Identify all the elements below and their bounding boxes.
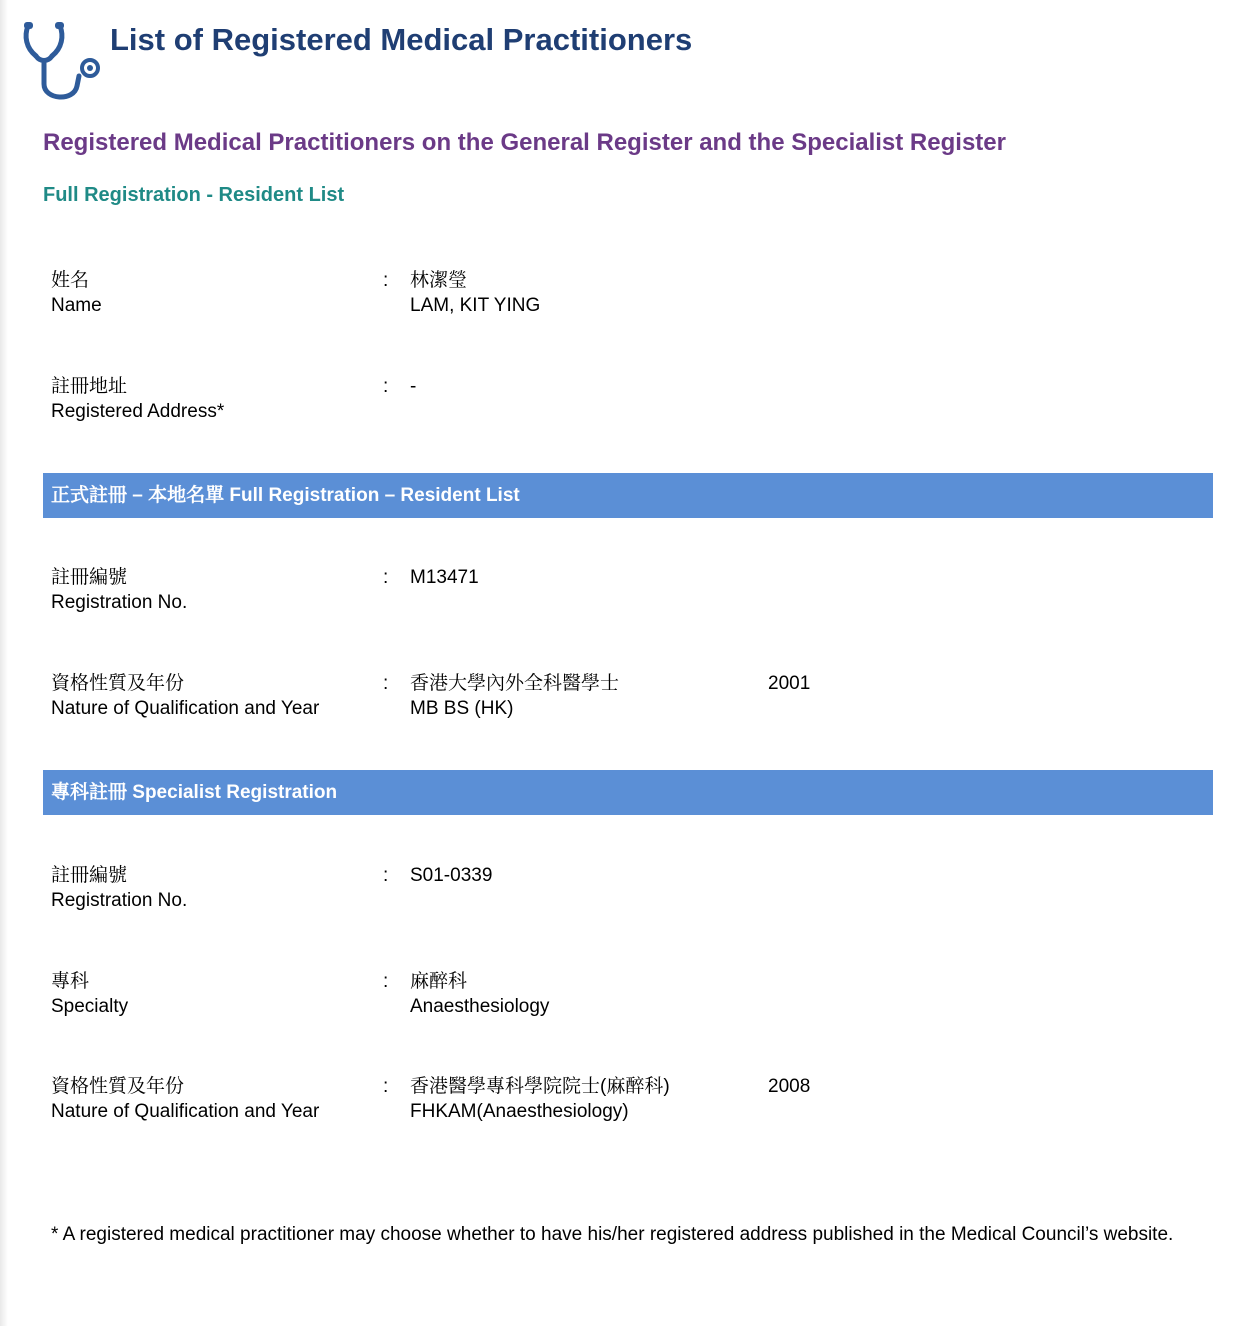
specialist-reg-no-row (51, 863, 1211, 919)
name-value: 林潔瑩 LAM, KIT YING (410, 270, 541, 316)
qualification-year: 2001 (768, 673, 811, 694)
full-reg-no-row (51, 565, 1211, 621)
reg-no-value: S01-0339 (410, 865, 493, 886)
qualification-year: 2008 (768, 1076, 811, 1097)
separator: : (383, 971, 389, 992)
separator: : (383, 376, 389, 397)
list-name: Full Registration - Resident List (43, 184, 345, 206)
qualification-label: 資格性質及年份 Nature of Qualification and Year (51, 1076, 320, 1122)
name-row (51, 268, 1211, 324)
address-footnote: * A registered medical practitioner may choose whether to have his/her registered address published in the Medical Council’s website. (51, 1224, 1174, 1245)
reg-no-label: 註冊編號 Registration No. (51, 865, 188, 911)
specialist-qualification-row (51, 1074, 1211, 1130)
separator: : (383, 567, 389, 588)
address-row (51, 374, 1211, 430)
separator: : (383, 865, 389, 886)
specialty-label: 專科 Specialty (51, 971, 129, 1017)
separator: : (383, 1076, 389, 1097)
address-value: - (410, 376, 417, 397)
reg-no-value: M13471 (410, 567, 479, 588)
page-title: List of Registered Medical Practitioners (110, 22, 693, 57)
name-label: 姓名 Name (51, 270, 102, 316)
register-subtitle: Registered Medical Practitioners on the General Register and the Specialist Register (43, 129, 1006, 156)
separator: : (383, 673, 389, 694)
address-label: 註冊地址 Registered Address* (51, 376, 225, 422)
qualification-value: 香港大學內外全科醫學士 MB BS (HK) (410, 673, 620, 719)
full-qualification-row (51, 671, 1211, 727)
full-registration-heading: 正式註冊 – 本地名單 Full Registration – Resident List (43, 473, 1213, 518)
separator: : (383, 270, 389, 291)
stethoscope-icon (22, 22, 104, 104)
specialty-row (51, 969, 1211, 1025)
page-edge-shade (0, 0, 8, 1326)
specialty-value: 麻醉科 Anaesthesiology (410, 971, 550, 1017)
qualification-label: 資格性質及年份 Nature of Qualification and Year (51, 673, 320, 719)
qualification-value: 香港醫學專科學院院士(麻醉科) FHKAM(Anaesthesiology) (410, 1076, 670, 1122)
specialist-registration-heading: 專科註冊 Specialist Registration (43, 770, 1213, 815)
reg-no-label: 註冊編號 Registration No. (51, 567, 188, 613)
